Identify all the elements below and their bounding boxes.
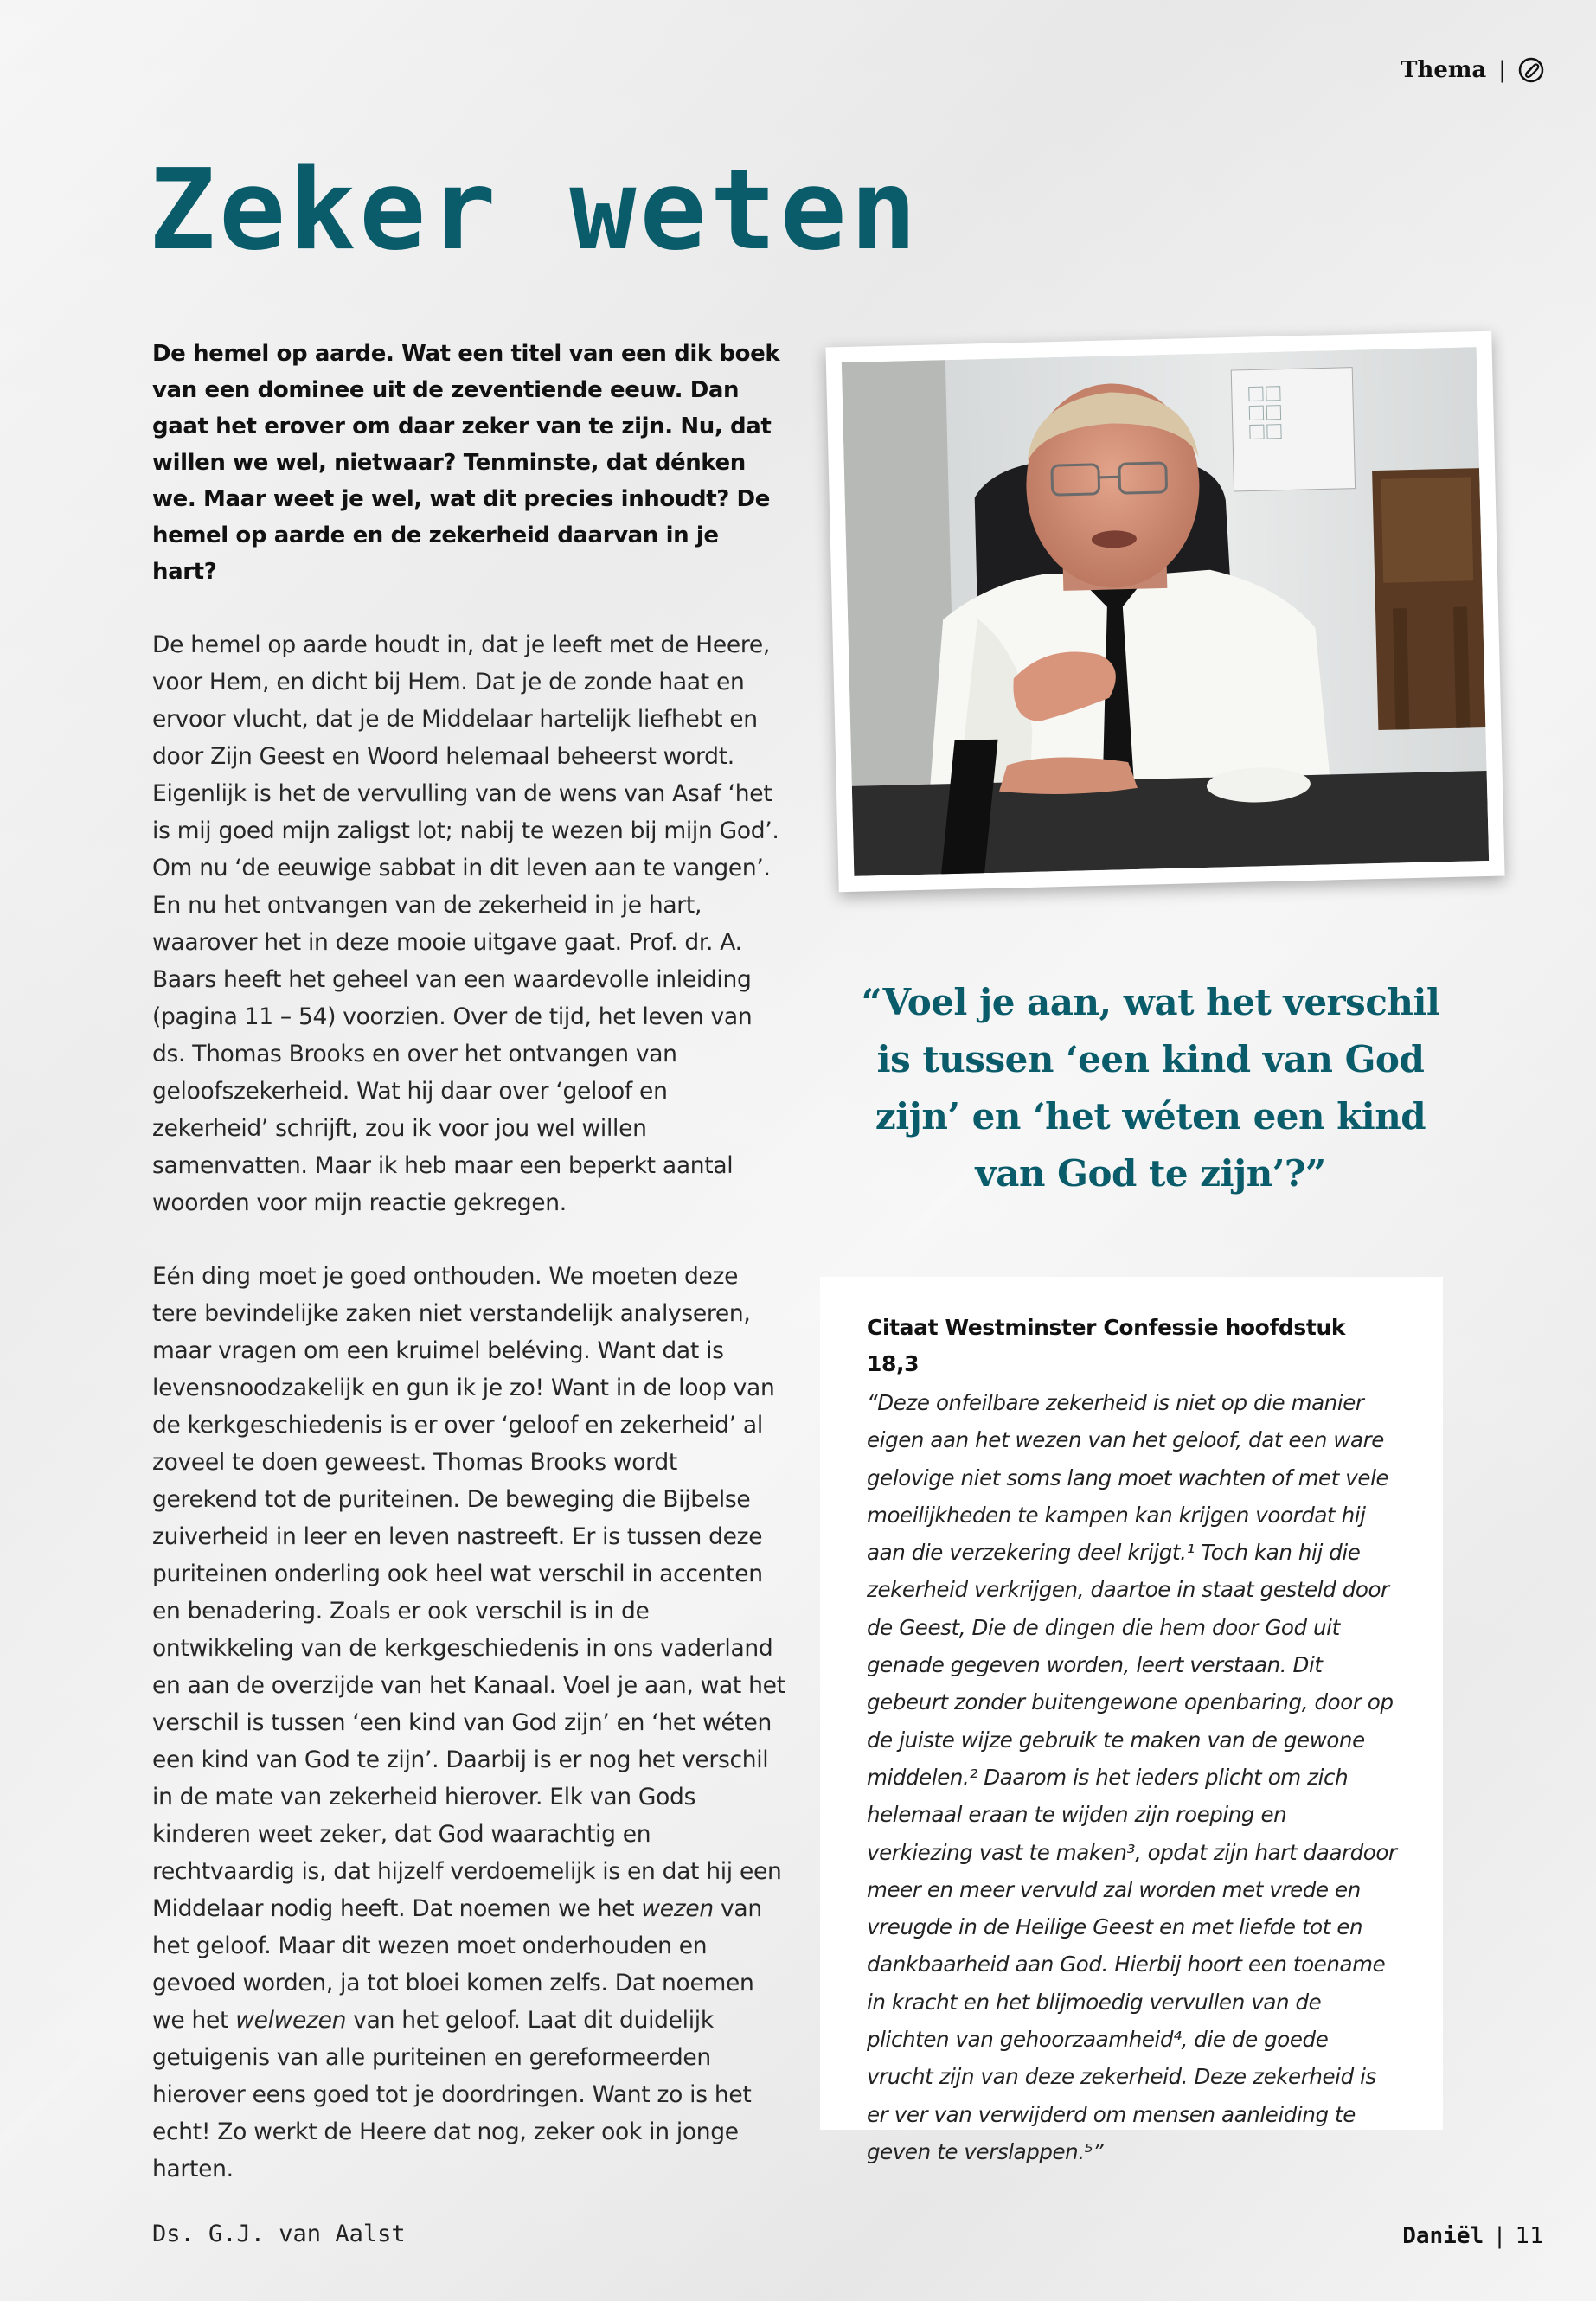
citation-box — [820, 1277, 1443, 2164]
paragraph-3 — [152, 1258, 785, 2188]
article-intro: De hemel op aarde. Wat een titel van een dik boek van een dominee uit de zeventiende eeuw. Dan gaat het erover om daar zeker van te zijn. Nu, dat willen we wel, nietwaar? Tenminste, dat dénken we. Maar weet je wel, wat dit precies inhoudt? De hemel op aarde en de zekerheid daarvan in je hart? — [152, 341, 780, 585]
author-photo — [825, 331, 1504, 893]
photo-image — [842, 347, 1489, 876]
paragraph-3-part2: van het geloof. Maar dit wezen moet onderhouden en gevoed worden, ja tot bloei komen zelfs. Dat noemen we het — [152, 1895, 762, 2034]
citation-text: “Deze onfeilbare zekerheid is niet op die manier eigen aan het wezen van het geloof, dat een ware gelovige niet soms lang moet wachten of met vele moeilijkheden te kampen kan krijgen voordat hij aan die verzekering deel krijgt.¹ Toch kan hij die zekerheid verkrijgen, daartoe in staat gesteld door de Geest, Die de dingen die hem door God uit genade gegeven worden, leert verstaan. Dit gebeurt zonder buitengewone openbaring, door op de juiste wijze gebruik te maken van de gewone middelen.² Daarom is het ieders plicht om zich helemaal eraan te wijden zijn roeping en verkiezing vast te maken³, opdat zijn hart daardoor meer en meer vervuld zal worden met vrede en vreugde in de Heilige Geest en met liefde tot en dankbaarheid aan God. Hierbij hoort een toename in kracht en het blijmoedig vervullen van de plichten van gehoorzaamheid⁴, die de goede vrucht zijn van deze zekerheid. Deze zekerheid is er ver van verwijderd om mensen aanleiding te geven te verslappen.⁵” — [867, 1390, 1397, 2164]
article-title: Zeker weten — [149, 146, 920, 275]
page-footer — [1402, 2223, 1544, 2249]
page-number: 11 — [1515, 2223, 1544, 2249]
section-label: Thema — [1401, 57, 1487, 83]
paragraph-3-part3: van het geloof. Laat dit duidelijk getuigenis van alle puriteinen en gereformeerden hierover eens goed tot je doordringen. Want zo is het echt! Zo werkt de Heere dat nog, zeker ook in jonge harten. — [152, 2007, 752, 2182]
footer-separator: | — [1496, 2223, 1503, 2249]
citation-title: Citaat Westminster Confessie hoofdstuk 18,3 — [867, 1315, 1346, 1376]
section-header — [1401, 57, 1544, 83]
header-separator: | — [1498, 57, 1506, 83]
paragraph-1 — [152, 626, 785, 1221]
paperclip-icon — [1518, 57, 1544, 83]
magazine-name: Daniël — [1402, 2223, 1484, 2249]
paragraph-3-part1: Eén ding moet je goed onthouden. We moeten deze tere bevindelijke zaken niet verstandelijk analyseren, maar vragen om een kruimel beléving. Want dat is levensnoodzakelijk en gun ik je zo! Want in de loop van de kerkgeschiedenis is er over ‘geloof en zekerheid’ al zoveel te doen geweest. Thomas Brooks wordt gerekend tot de puriteinen. De beweging die Bijbelse zuiverheid in leer en leven nastreeft. Er is tussen deze puriteinen onderling ook heel wat verschil in accenten en benadering. Zoals er ook verschil is in de ontwikkeling van de kerkgeschiedenis in ons vaderland en aan de overzijde van het Kanaal. Voel je aan, wat het verschil is tussen ‘een kind van God zijn’ en ‘het wéten een kind van God te zijn’. Daarbij is er nog het verschil in de mate van zekerheid hierover. Elk van Gods kinderen weet zeker, dat God waarachtig en rechtvaardig is, dat hijzelf verdoemelijk is en dat hij een Middelaar nodig heeft. Dat noemen we het — [152, 1263, 785, 1922]
term-welwezen: welwezen — [235, 2007, 347, 2034]
term-wezen: wezen — [641, 1895, 714, 1922]
pull-quote: “Voel je aan, wat het verschil is tussen ‘een kind van God zijn’ en ‘het wéten een kind van God te zijn’?” — [861, 981, 1440, 1195]
paragraph-1-text: De hemel op aarde houdt in, dat je leeft met de Heere, voor Hem, en dicht bij Hem. Dat je de zonde haat en ervoor vlucht, dat je de Middelaar hartelijk liefhebt en door Zijn Geest en Woord helemaal beheerst wordt. Eigenlijk is het de vervulling van de wens van Asaf ‘het is mij goed mijn zaligst lot; nabij te wezen bij mijn God’. Om nu ‘de eeuwige sabbat in dit leven aan te vangen’. — [152, 631, 779, 881]
author-name: Ds. G.J. van Aalst — [152, 2221, 406, 2247]
article-body — [152, 336, 785, 2247]
paragraph-2-text: En nu het ontvangen van de zekerheid in je hart, waarover het in deze mooie uitgave gaat. Prof. dr. A. Baars heeft het geheel van een waardevolle inleiding (pagina 11 – 54) voorzien. Over de tijd, het leven van ds. Thomas Brooks en over het ontvangen van geloofszekerheid. Wat hij daar over ‘geloof en zekerheid’ schrijft, zou ik voor jou wel willen samenvatten. Maar ik heb maar een beperkt aantal woorden voor mijn reactie gekregen. — [152, 892, 753, 1216]
